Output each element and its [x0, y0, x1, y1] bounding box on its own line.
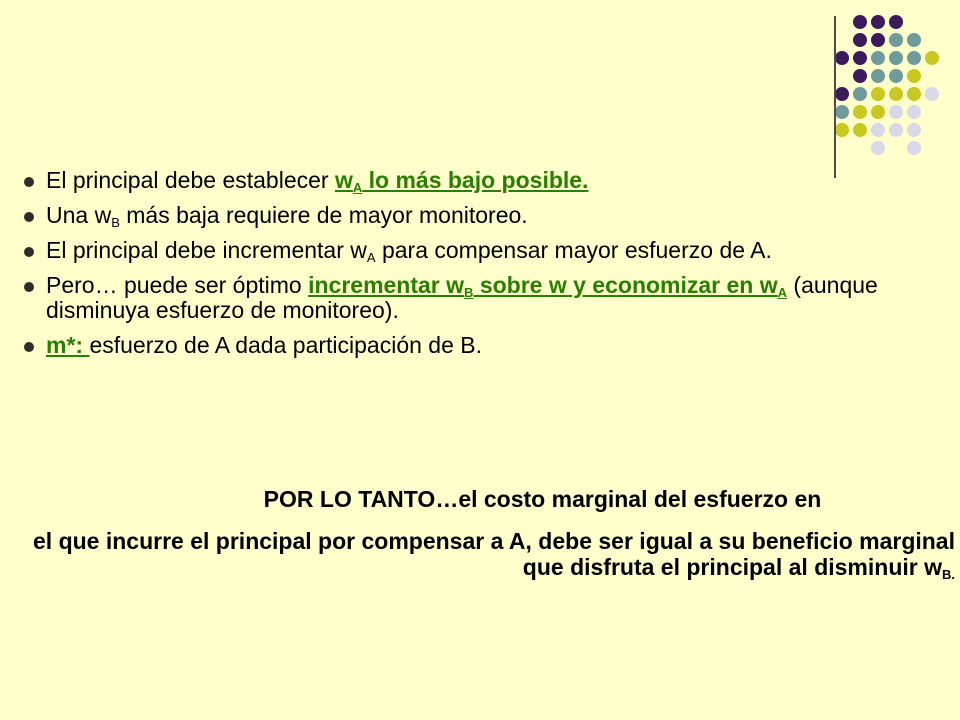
bullet-text-segment: Una w: [46, 202, 112, 228]
decorative-dot: [853, 33, 867, 47]
decorative-dot: [889, 51, 903, 65]
decorative-dot: [871, 15, 885, 29]
bullet-text-segment: incrementar w: [308, 272, 465, 298]
bullet-item-2: [20, 203, 950, 228]
bullet-text-segment: esfuerzo de A dada participación de B.: [89, 332, 483, 358]
decorative-dot: [925, 51, 939, 65]
bullet-text-segment: (aunque disminuya esfuerzo de monitoreo).: [46, 272, 878, 323]
bullet-text-segment: El principal debe establecer: [46, 167, 335, 193]
decorative-dot: [871, 69, 885, 83]
decorative-dot: [853, 123, 867, 137]
bullet-text-segment: para compensar mayor esfuerzo de A.: [375, 237, 772, 263]
decorative-dot: [853, 15, 867, 29]
decorative-dot: [871, 123, 885, 137]
decorative-dot: [871, 51, 885, 65]
bullet-text-segment: w: [334, 167, 353, 193]
decorative-dot: [871, 105, 885, 119]
bullet-dot-icon: [24, 177, 34, 187]
decorative-dot: [835, 87, 849, 101]
bullet-text-segment: B: [111, 215, 120, 230]
decorative-dot: [889, 69, 903, 83]
bullet-item-1: [20, 168, 950, 193]
bullet-text-segment: A: [352, 180, 363, 195]
bullet-text-segment: Pero… puede ser óptimo: [46, 272, 309, 298]
bullet-dot-icon: [24, 282, 34, 292]
decorative-dot: [925, 87, 939, 101]
conclusion-line-2-subscript: B.: [942, 567, 955, 582]
bullet-item-3: [20, 238, 950, 263]
bullet-text-segment: El principal debe incrementar w: [46, 237, 367, 263]
bullet-text-segment: lo más bajo posible.: [362, 167, 589, 193]
decorative-vertical-line: [834, 16, 836, 178]
conclusion-line-1: POR LO TANTO…el costo marginal del esfuerzo en: [263, 486, 822, 512]
decorative-dot: [871, 141, 885, 155]
decorative-dot: [907, 141, 921, 155]
decorative-dot: [835, 123, 849, 137]
decorative-dot: [907, 105, 921, 119]
conclusion-block: [20, 486, 955, 580]
bullet-list: [20, 168, 950, 358]
bullet-dot-icon: [24, 342, 34, 352]
decorative-dot: [853, 51, 867, 65]
slide-body: [20, 168, 950, 368]
decorative-dot: [853, 105, 867, 119]
decorative-dot-grid: [0, 0, 960, 180]
bullet-text-segment: A: [366, 250, 376, 265]
decorative-dot: [853, 69, 867, 83]
bullet-text-segment: A: [777, 285, 788, 300]
bullet-item-4: [20, 273, 950, 323]
decorative-dot: [907, 123, 921, 137]
decorative-dot: [889, 105, 903, 119]
decorative-dot: [907, 51, 921, 65]
decorative-dot: [889, 87, 903, 101]
conclusion-line-2: [20, 528, 955, 580]
decorative-dot: [853, 87, 867, 101]
decorative-dot: [889, 123, 903, 137]
decorative-dot: [871, 33, 885, 47]
decorative-dot: [907, 87, 921, 101]
decorative-dot: [871, 87, 885, 101]
decorative-dot: [907, 69, 921, 83]
decorative-dot: [889, 15, 903, 29]
bullet-text-segment: B: [464, 285, 474, 300]
conclusion-line-2-text: el que incurre el principal por compensar a A, debe ser igual a su beneficio marginal que disfruta el principal al disminuir w: [33, 528, 955, 580]
decorative-dot: [889, 33, 903, 47]
bullet-dot-icon: [24, 247, 34, 257]
bullet-dot-icon: [24, 212, 34, 222]
decorative-dot: [835, 51, 849, 65]
decorative-dot: [907, 33, 921, 47]
bullet-item-5: [20, 333, 950, 358]
bullet-text-segment: m*:: [46, 332, 90, 358]
bullet-text-segment: más baja requiere de mayor monitoreo.: [119, 202, 528, 228]
bullet-text-segment: sobre w y economizar en w: [473, 272, 778, 298]
decorative-dot: [835, 105, 849, 119]
